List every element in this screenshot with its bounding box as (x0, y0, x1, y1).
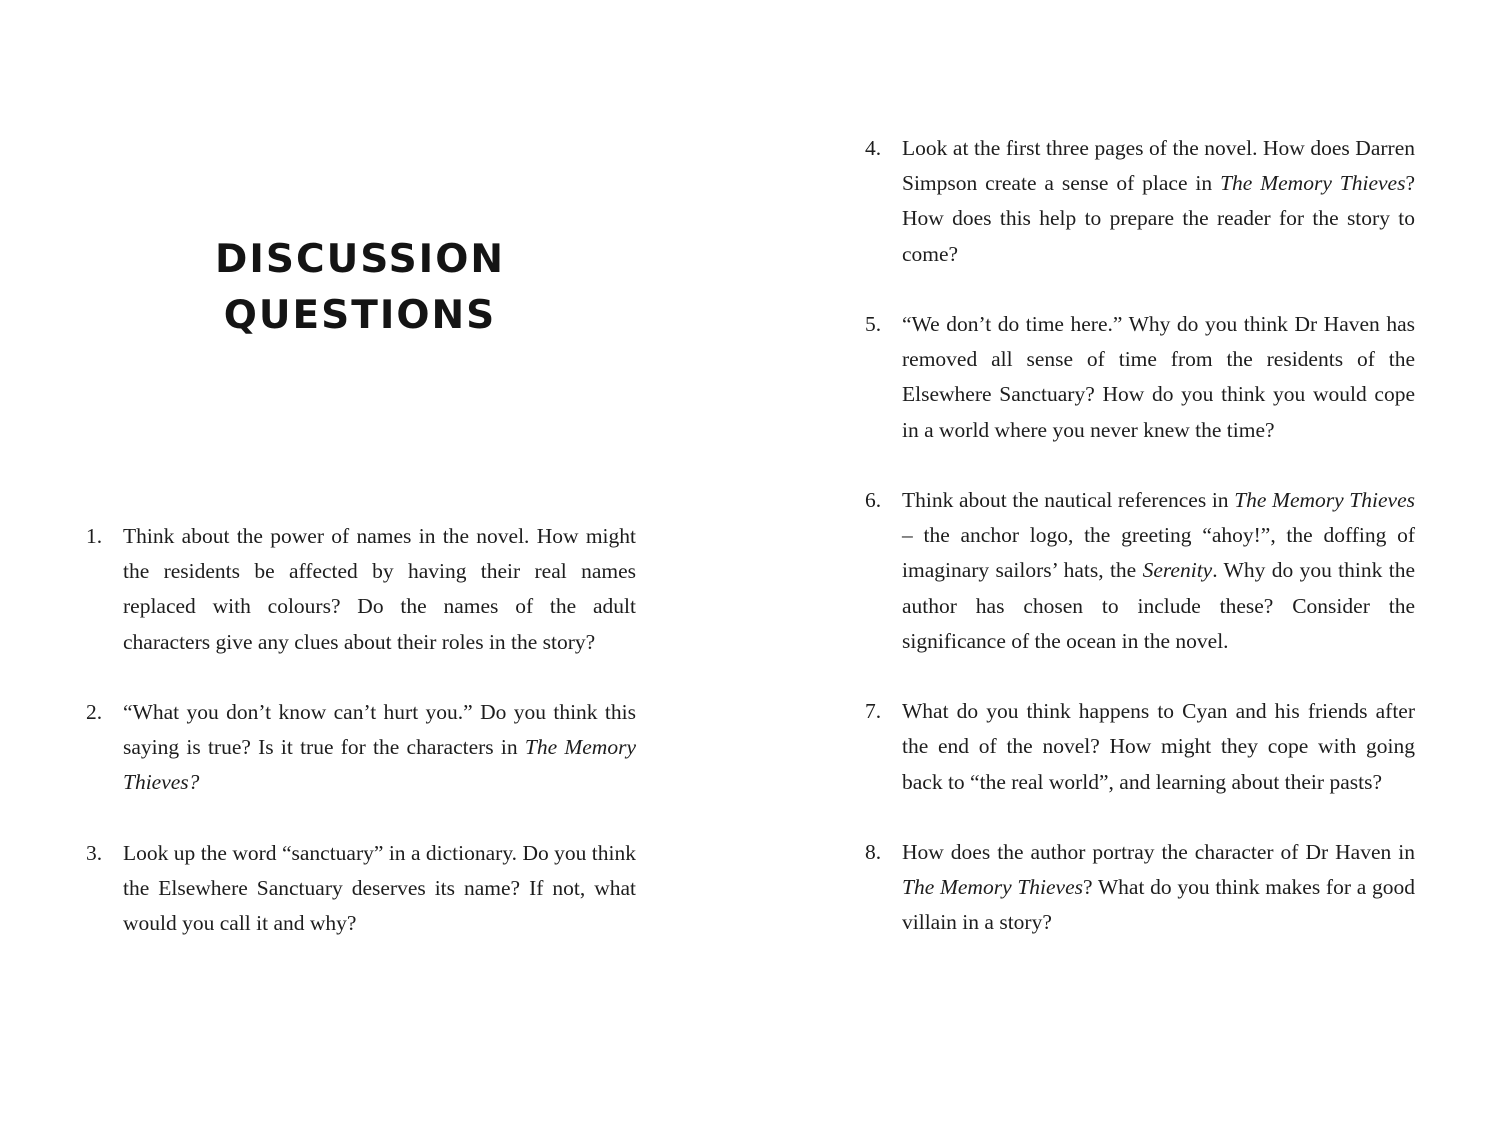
question-text (902, 307, 1415, 448)
page-title-line-1: DISCUSSION (215, 237, 505, 282)
question-text (902, 694, 1415, 800)
question-number: 7. (865, 699, 882, 724)
question-number: 6. (865, 488, 882, 512)
title-italic: The Memory Thieves (902, 875, 1084, 900)
question-text (123, 695, 636, 801)
question-text (902, 483, 1415, 659)
question-list-right (865, 131, 1415, 941)
question-number: 1. (86, 524, 103, 548)
question-8 (865, 835, 1415, 941)
title-italic: The Memory Thieves (1234, 488, 1415, 512)
question-1 (86, 519, 636, 660)
question-list-left (86, 519, 636, 941)
question-text (902, 835, 1415, 941)
question-3 (86, 836, 636, 942)
question-number: 2. (86, 700, 103, 724)
question-6 (865, 483, 1415, 659)
question-number: 5. (865, 312, 882, 336)
question-text (123, 519, 636, 660)
page-title (160, 232, 560, 344)
question-text-run: How does the author portray the character of Dr Haven in (902, 840, 1415, 864)
question-number: 8. (865, 840, 882, 864)
title-italic: The Memory Thieves (1220, 171, 1406, 196)
question-text-run: Think about the power of names in the novel. How might the residents be affected by having their real names replaced with colours? Do the names of the adult characters give any clues about their roles in the story? (123, 524, 636, 654)
question-7 (865, 694, 1415, 800)
page-title-line-2: QUESTIONS (223, 293, 497, 338)
question-text-run: ? What do you think makes for a good villain in a story? (902, 875, 1415, 935)
question-4 (865, 131, 1415, 272)
question-text-run: ? How does this help to prepare the reader for the story to come? (902, 171, 1415, 266)
question-text-run: What do you think happens to Cyan and his friends after the end of the novel? How might they cope with going back to “the real world”, and learning about their pasts? (902, 699, 1415, 794)
question-text-run: “What you don’t know can’t hurt you.” Do you think this saying is true? Is it true for the characters in (123, 700, 636, 760)
question-text-run: – the anchor logo, the greeting “ahoy!”, the doffing of imaginary sailors’ hats, the (902, 523, 1415, 583)
question-5 (865, 307, 1415, 448)
question-text-run: Think about the nautical references in (902, 488, 1235, 512)
question-text-run: Look up the word “sanctuary” in a dictionary. Do you think the Elsewhere Sanctuary deserves its name? If not, what would you call it and why? (123, 840, 636, 936)
title-italic: Serenity (1142, 558, 1213, 583)
question-text-run: . Why do you think the author has chosen to include these? Consider the significance of the ocean in the novel. (902, 558, 1415, 653)
question-text (123, 836, 636, 942)
question-number: 3. (86, 840, 103, 865)
title-italic: The Memory Thieves? (123, 735, 636, 795)
question-number: 4. (865, 136, 882, 160)
question-text-run: “We don’t do time here.” Why do you think Dr Haven has removed all sense of time from the residents of the Elsewhere Sanctuary? How do you think you would cope in a world where you never knew the time? (902, 312, 1415, 442)
right-page (750, 0, 1500, 1143)
question-text (902, 131, 1415, 272)
question-text-run: Look at the first three pages of the novel. How does Darren Simpson create a sense of place in (902, 136, 1415, 196)
question-2 (86, 695, 636, 801)
